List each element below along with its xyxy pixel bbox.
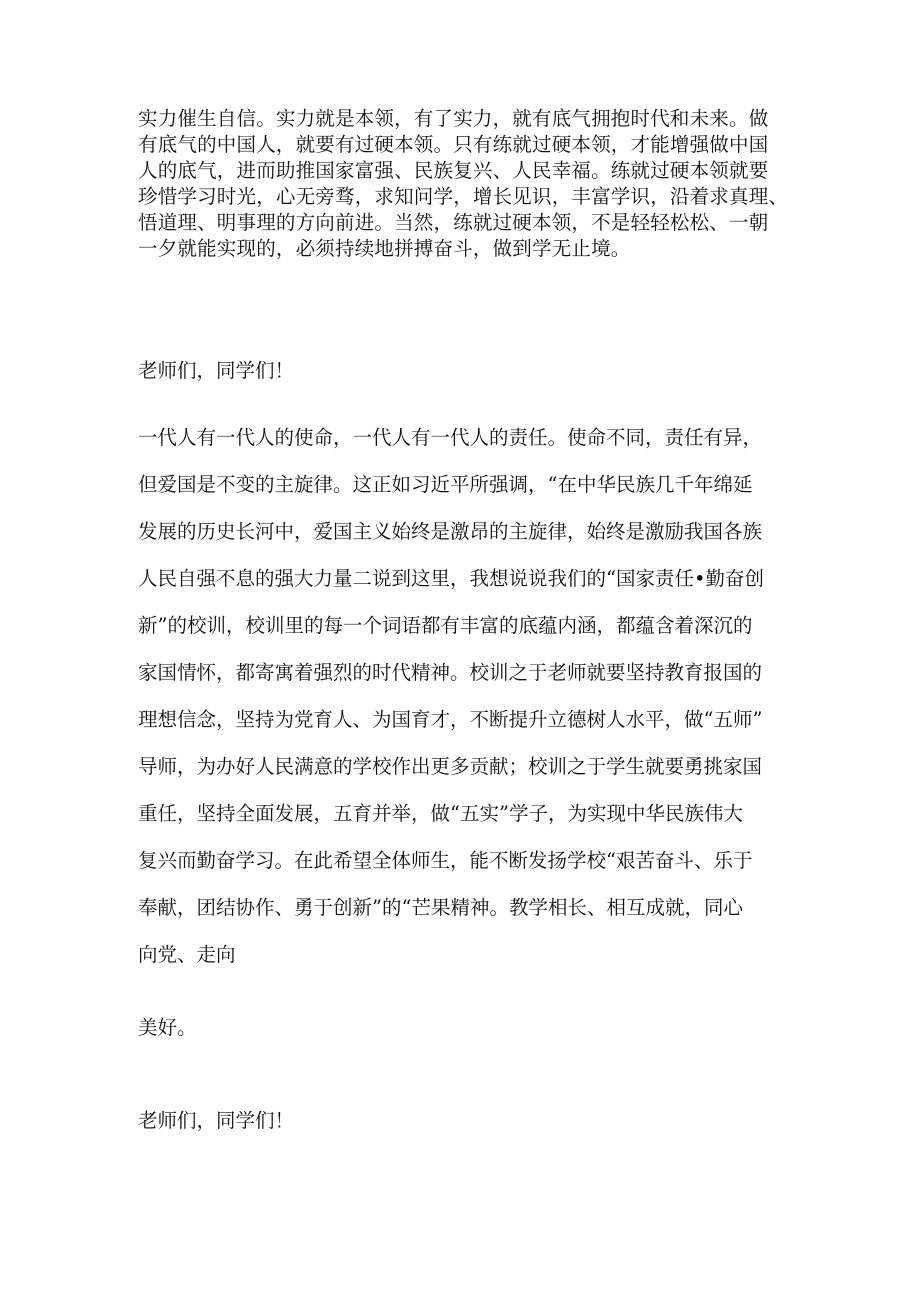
paragraph-line: 实力催生自信。实力就是本领，有了实力，就有底气拥抱时代和未来。做	[138, 107, 769, 130]
paragraph-line: 但爱国是不变的主旋律。这正如习近平所强调，“在中华民族几千年绵延	[138, 473, 753, 496]
paragraph-line: 悟道理、明事理的方向前进。当然，练就过硬本领，不是轻轻松松、一朝	[138, 211, 769, 234]
paragraph-line: 重任，坚持全面发展，五育并举，做“五实”学子，为实现中华民族伟大	[138, 802, 743, 825]
paragraph-line: 导师，为办好人民满意的学校作出更多贡献；校训之于学生就要勇挑家国	[138, 755, 763, 778]
paragraph-line: 一代人有一代人的使命，一代人有一代人的责任。使命不同，责任有异，	[138, 426, 763, 449]
paragraph-line: 奉献，团结协作、勇于创新”的“芒果精神。教学相长、相互成就，同心	[138, 896, 743, 919]
paragraph-line: 复兴而勤奋学习。在此希望全体师生，能不断发扬学校“艰苦奋斗、乐于	[138, 849, 753, 872]
paragraph-line: 理想信念，坚持为党育人、为国育才，不断提升立德树人水平，做“五师”	[138, 708, 763, 731]
paragraph-line: 家国情怀，都寄寓着强烈的时代精神。校训之于老师就要坚持教育报国的	[138, 661, 763, 684]
paragraph-line: 一夕就能实现的，必须持续地拼搏奋斗，做到学无止境。	[138, 237, 631, 260]
greeting-heading: 老师们，同学们！	[138, 359, 295, 382]
paragraph-line: 人的底气，进而助推国家富强、民族复兴、人民幸福。练就过硬本领就要	[138, 159, 769, 182]
closing-text: 美好。	[138, 1016, 197, 1039]
paragraph-line: 向党、走向	[138, 943, 236, 966]
greeting-heading: 老师们，同学们！	[138, 1109, 295, 1132]
paragraph-line: 珍惜学习时光，心无旁骛，求知问学，增长见识，丰富学识，沿着求真理、	[138, 185, 789, 208]
paragraph-line: 有底气的中国人，就要有过硬本领。只有练就过硬本领，才能增强做中国	[138, 133, 769, 156]
paragraph-line: 人民自强不息的强大力量二说到这里，我想说说我们的“国家责任•勤奋创	[138, 567, 764, 590]
paragraph-line: 发展的历史长河中，爱国主义始终是激昂的主旋律，始终是激励我国各族	[138, 520, 763, 543]
paragraph-line: 新”的校训，校训里的每一个词语都有丰富的底蕴内涵，都蕴含着深沉的	[138, 614, 753, 637]
